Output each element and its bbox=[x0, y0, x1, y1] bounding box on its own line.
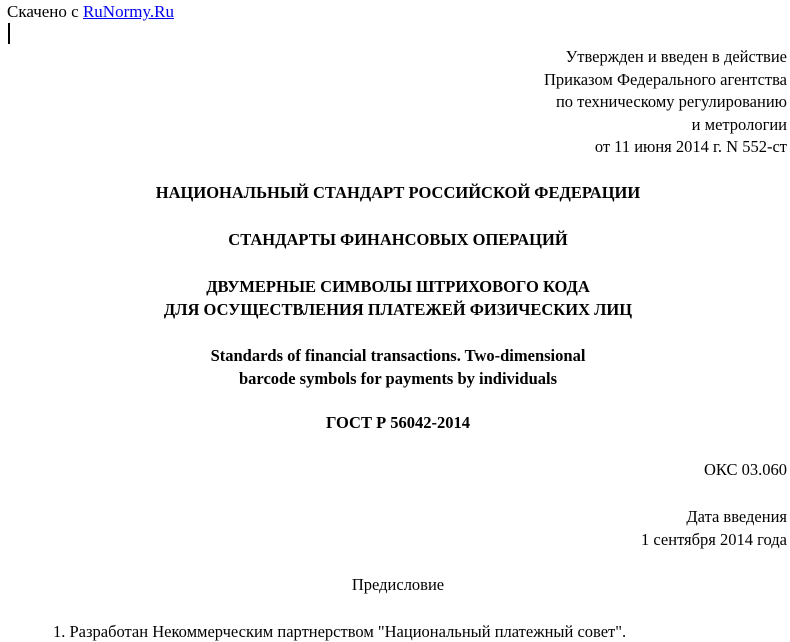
approval-line: от 11 июня 2014 г. N 552-ст bbox=[594, 137, 787, 157]
gost-number: ГОСТ Р 56042-2014 bbox=[325, 413, 471, 432]
english-name-line: Standards of financial transactions. Two-dimensional bbox=[210, 346, 586, 365]
approval-line: и метрологии bbox=[691, 114, 787, 134]
source-link[interactable]: RuNormy.Ru bbox=[82, 2, 174, 21]
standard-name-line: ДВУМЕРНЫЕ СИМВОЛЫ ШТРИХОВОГО КОДА bbox=[206, 277, 590, 296]
standard-name bbox=[0, 276, 790, 321]
okc-code: ОКС 03.060 bbox=[703, 460, 787, 479]
standard-title: НАЦИОНАЛЬНЫЙ СТАНДАРТ РОССИЙСКОЙ ФЕДЕРАЦИИ bbox=[155, 183, 641, 202]
standard-name-english bbox=[0, 345, 790, 390]
approval-block bbox=[544, 46, 787, 159]
english-name-line: barcode symbols for payments by individuals bbox=[239, 368, 557, 388]
approval-line: Приказом Федерального агентства bbox=[543, 69, 787, 89]
introduction-date bbox=[641, 506, 787, 551]
approval-line: Утвержден и введен в действие bbox=[565, 47, 787, 66]
standard-name-line: ДЛЯ ОСУЩЕСТВЛЕНИЯ ПЛАТЕЖЕЙ ФИЗИЧЕСКИХ ЛИЦ bbox=[163, 299, 633, 319]
preface-heading: Предисловие bbox=[351, 575, 445, 594]
introduction-date-value: 1 сентября 2014 года bbox=[641, 529, 787, 549]
preface-item: 1. Разработан Некоммерческим партнерством "Национальный платежный совет". bbox=[53, 622, 627, 641]
standard-series-title: СТАНДАРТЫ ФИНАНСОВЫХ ОПЕРАЦИЙ bbox=[228, 230, 568, 249]
approval-line: по техническому регулированию bbox=[555, 92, 787, 112]
source-line bbox=[7, 2, 174, 22]
text-cursor bbox=[8, 23, 10, 44]
source-prefix: Скачено с bbox=[7, 2, 83, 21]
introduction-date-label: Дата введения bbox=[686, 507, 787, 526]
